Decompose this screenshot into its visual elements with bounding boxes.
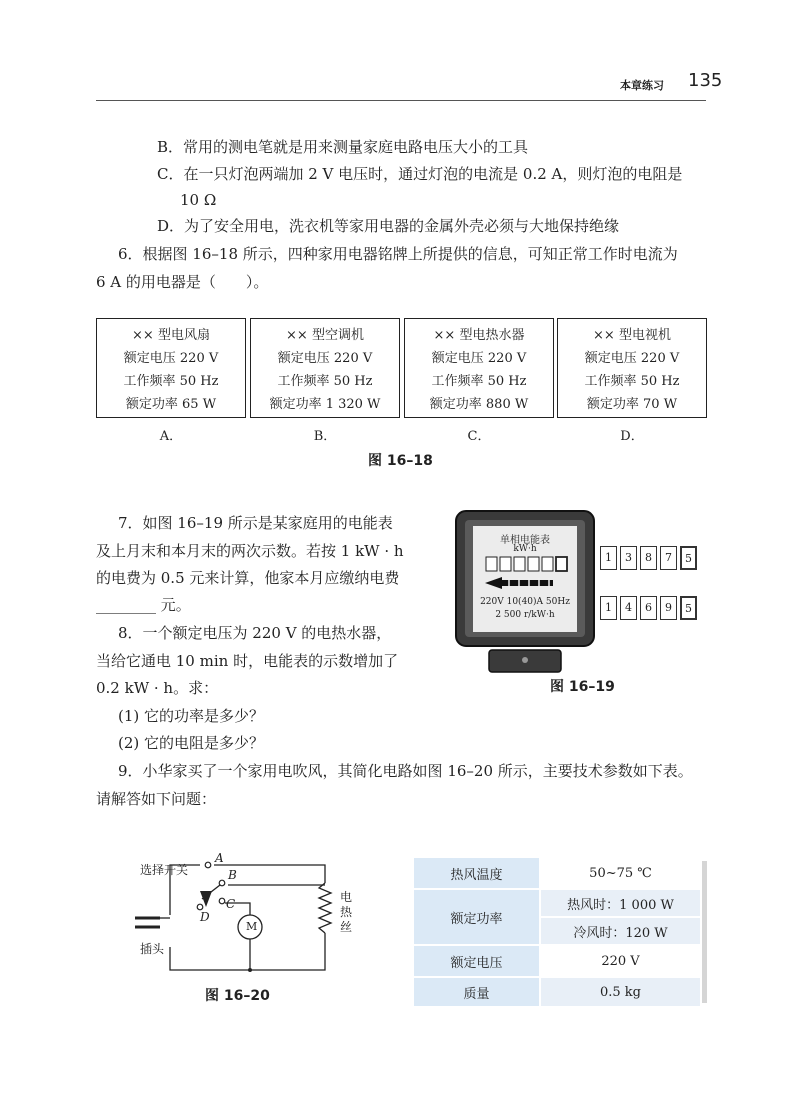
plate-voltage: 额定电压 220 V: [123, 351, 219, 366]
plate-frequency: 工作频率 50 Hz: [277, 374, 373, 389]
plate-power: 额定功率 1 320 W: [269, 397, 381, 412]
plate-frequency: 工作频率 50 Hz: [584, 374, 680, 389]
table-row: [413, 889, 701, 917]
q7-line1: 7．如图 16–19 所示是某家庭用的电能表: [118, 514, 393, 532]
reading-digit: 8: [640, 546, 657, 570]
q9-line2: 请解答如下问题：: [96, 790, 217, 808]
plate-voltage: 额定电压 220 V: [431, 351, 527, 366]
option-letter-d: D．: [620, 429, 644, 444]
plate-name: ×× 型电视机: [593, 328, 671, 343]
spec-table-wrapper: [412, 856, 702, 1002]
figure-caption-16-18: 图 16–18: [368, 453, 433, 469]
reading-digit: 7: [660, 546, 677, 570]
section-label: 本章练习: [620, 79, 664, 92]
table-header-cell: 热风温度: [413, 857, 540, 889]
motor-label: M: [246, 920, 258, 933]
reading-digit: 6: [640, 596, 657, 620]
q8-line2: 当给它通电 10 min 时，电能表的示数增加了: [96, 652, 399, 670]
plate-name: ×× 型电风扇: [132, 328, 210, 343]
q6-line2: 6 A 的用电器是（ ）。: [96, 273, 269, 291]
junction-dot: [248, 968, 252, 972]
page-header: [0, 0, 800, 110]
terminal-label-d: D: [200, 910, 210, 924]
nameplate-b: [250, 318, 400, 418]
table-row: [413, 945, 701, 977]
reading-digit: 9: [660, 596, 677, 620]
q6-line1: 6．根据图 16–18 所示，四种家用电器铭牌上所提供的信息，可知正常工作时电流为: [118, 245, 678, 263]
terminal-d: [197, 904, 203, 910]
q7-line2: 及上月末和本月末的两次示数。若按 1 kW · h: [96, 542, 404, 560]
meter-constant: 2 500 r/kW·h: [495, 610, 555, 620]
meter-unit: kW·h: [513, 544, 537, 554]
option-letter-b: B．: [313, 429, 337, 444]
plate-voltage: 额定电压 220 V: [584, 351, 680, 366]
terminal-screw: [522, 657, 528, 663]
q9-line1: 9．小华家买了一个家用电吹风，其简化电路如图 16–20 所示，主要技术参数如下表。: [118, 762, 693, 780]
q8-sub2: (2) 它的电阻是多少？: [118, 734, 265, 752]
switch-label: 选择开关: [140, 863, 189, 877]
option-d: D．为了安全用电，洗衣机等家用电器的金属外壳必须与大地保持绝缘: [157, 217, 620, 235]
plate-name: ×× 型电热水器: [433, 328, 525, 343]
reading-last-month: [600, 546, 697, 570]
heater-label: 电热丝: [340, 890, 353, 934]
table-cell: 冷风时：120 W: [540, 917, 701, 945]
option-letter-a: A．: [159, 429, 183, 444]
table-header-cell: 额定电压: [413, 945, 540, 977]
plate-power: 额定功率 880 W: [429, 397, 529, 412]
reading-digit-decimal: 5: [680, 546, 697, 570]
meter-rating: 220V 10(40)A 50Hz: [480, 597, 570, 607]
reading-digit: 3: [620, 546, 637, 570]
q8-line3: 0.2 kW · h。求：: [96, 679, 219, 697]
terminal-label-b: B: [228, 868, 237, 882]
plate-power: 额定功率 70 W: [586, 397, 678, 412]
plug-label: 插头: [140, 942, 165, 956]
nameplate-d: [557, 318, 707, 418]
reading-digit-decimal: 5: [680, 596, 697, 620]
header-rule: [96, 100, 706, 101]
nameplate-a: [96, 318, 246, 418]
reading-digit: 4: [620, 596, 637, 620]
reading-this-month: [600, 596, 697, 620]
terminal-c: [219, 898, 225, 904]
table-header-cell: 质量: [413, 977, 540, 1007]
spec-table: [412, 856, 702, 1008]
terminal-label-c: C: [226, 897, 236, 911]
terminal-label-a: A: [215, 851, 224, 865]
terminal-b: [219, 880, 225, 886]
nameplate-c: [404, 318, 554, 418]
plate-frequency: 工作频率 50 Hz: [431, 374, 527, 389]
q7-line3: 的电费为 0.5 元来计算，他家本月应缴纳电费: [96, 569, 400, 587]
heater-resistor: [319, 883, 331, 933]
meter-title: 单相电能表: [500, 535, 550, 546]
figure-caption-16-19: 图 16–19: [550, 679, 615, 695]
plate-voltage: 额定电压 220 V: [277, 351, 373, 366]
table-row: [413, 977, 701, 1007]
table-row: [413, 857, 701, 889]
page-number: 135: [688, 70, 723, 91]
plate-power: 额定功率 65 W: [125, 397, 217, 412]
q7-line4: ________ 元。: [96, 596, 191, 614]
option-letter-c: C．: [467, 429, 491, 444]
reading-digit: 1: [600, 546, 617, 570]
table-cell: 热风时：1 000 W: [540, 889, 701, 917]
plate-name: ×× 型空调机: [286, 328, 364, 343]
terminal-a: [205, 862, 211, 868]
figure-caption-16-20: 图 16–20: [205, 988, 270, 1004]
plate-frequency: 工作频率 50 Hz: [123, 374, 219, 389]
table-header-cell: 额定功率: [413, 889, 540, 945]
table-cell: 0.5 kg: [540, 977, 701, 1007]
q8-line1: 8．一个额定电压为 220 V 的电热水器，: [118, 624, 392, 642]
table-cell: 50~75 ℃: [540, 857, 701, 889]
reading-digit: 1: [600, 596, 617, 620]
option-c-line2: 10 Ω: [180, 191, 217, 209]
option-c-line1: C．在一只灯泡两端加 2 V 电压时，通过灯泡的电流是 0.2 A，则灯泡的电阻是: [157, 165, 683, 183]
option-b: B．常用的测电笔就是用来测量家庭电路电压大小的工具: [157, 138, 529, 156]
table-cell: 220 V: [540, 945, 701, 977]
q8-sub1: (1) 它的功率是多少？: [118, 707, 265, 725]
